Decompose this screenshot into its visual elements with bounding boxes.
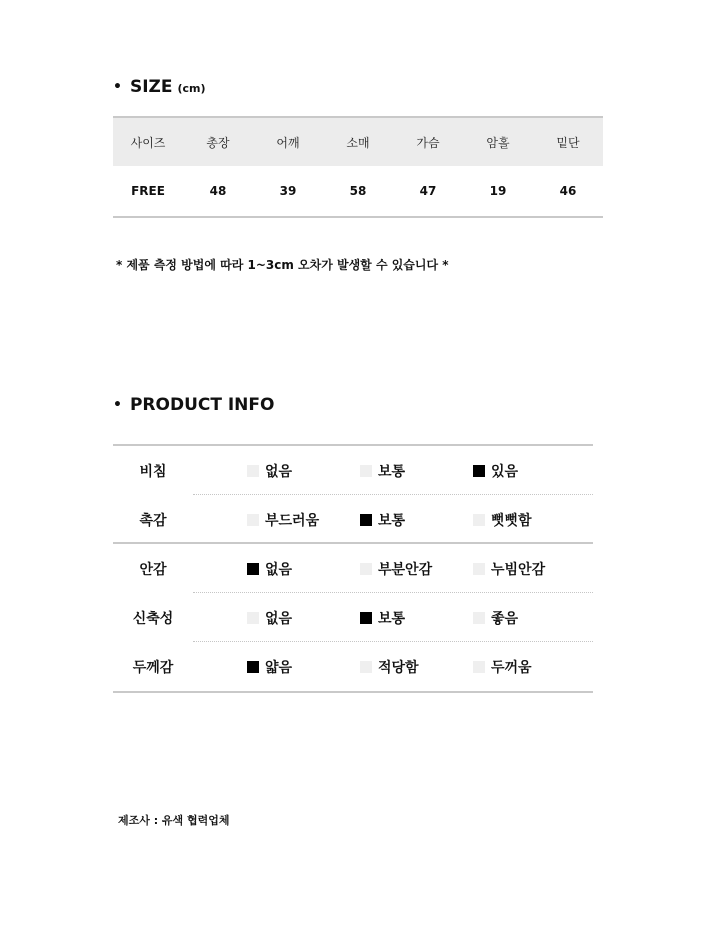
info-row-transparency [113, 446, 593, 495]
info-row-thickness [113, 642, 593, 691]
info-option [473, 608, 518, 628]
bullet-icon: • [113, 79, 122, 95]
checkbox-checked-icon [360, 612, 372, 624]
info-label: 두께감 [132, 659, 174, 676]
size-header-cell: 가슴 [416, 135, 440, 150]
manufacturer-text: 제조사 : 유색 협력업체 [118, 814, 230, 827]
checkbox-icon [360, 661, 372, 673]
checkbox-icon [473, 514, 485, 526]
size-cell: 19 [489, 184, 507, 198]
bullet-icon: • [113, 397, 122, 413]
info-label: 신축성 [132, 610, 174, 627]
info-option [473, 657, 532, 677]
product-info-title: PRODUCT INFO [129, 395, 275, 415]
size-cell: 48 [209, 184, 227, 198]
info-option [360, 657, 419, 677]
option-label: 보통 [378, 610, 406, 627]
option-label: 좋음 [491, 610, 519, 627]
size-cell: 58 [349, 184, 367, 198]
checkbox-checked-icon [247, 661, 259, 673]
size-header-cell: 사이즈 [130, 135, 166, 150]
checkbox-icon [473, 612, 485, 624]
size-header-cell: 소매 [346, 135, 370, 150]
option-label: 없음 [265, 561, 293, 578]
info-option [247, 461, 292, 481]
checkbox-icon [247, 465, 259, 477]
size-header-cell: 암홀 [486, 135, 510, 150]
info-option [473, 510, 532, 530]
size-header-cell: 어깨 [276, 135, 300, 150]
option-label: 보통 [378, 463, 406, 480]
table-row [113, 166, 603, 218]
option-label: 보통 [378, 512, 406, 529]
size-cell: 47 [419, 184, 437, 198]
info-option [247, 559, 292, 579]
size-header-cell: 총장 [206, 135, 230, 150]
checkbox-icon [360, 563, 372, 575]
info-option [360, 559, 432, 579]
info-label: 촉감 [139, 512, 167, 529]
info-row-lining [113, 544, 593, 593]
info-option [473, 559, 545, 579]
info-option [247, 608, 292, 628]
info-option [360, 461, 405, 481]
size-cell: 46 [559, 184, 577, 198]
product-info-table [113, 444, 593, 693]
size-table-header [113, 116, 603, 166]
info-row-stretch [113, 593, 593, 642]
option-label: 부드러움 [265, 512, 320, 529]
option-label: 두꺼움 [491, 659, 532, 676]
product-info-heading [113, 395, 274, 415]
size-header-cell: 밑단 [556, 135, 580, 150]
checkbox-checked-icon [247, 563, 259, 575]
info-label: 안감 [139, 561, 167, 578]
info-option [247, 510, 319, 530]
size-cell: 39 [279, 184, 297, 198]
option-label: 없음 [265, 463, 293, 480]
info-option [360, 608, 405, 628]
option-label: 얇음 [265, 659, 293, 676]
info-option [360, 510, 405, 530]
checkbox-icon [247, 514, 259, 526]
option-label: 있음 [491, 463, 519, 480]
size-heading [113, 77, 206, 97]
info-label: 비침 [139, 463, 167, 480]
size-cell: FREE [131, 184, 165, 198]
size-unit: (cm) [177, 82, 206, 95]
info-option [247, 657, 292, 677]
checkbox-icon [360, 465, 372, 477]
size-table [113, 116, 603, 218]
measurement-note: * 제품 측정 방법에 따라 1~3cm 오차가 발생할 수 있습니다 * [116, 258, 449, 272]
option-label: 누빔안감 [491, 561, 546, 578]
checkbox-checked-icon [360, 514, 372, 526]
option-label: 적당함 [378, 659, 419, 676]
checkbox-icon [473, 661, 485, 673]
info-option [473, 461, 518, 481]
option-label: 없음 [265, 610, 293, 627]
option-label: 부분안감 [378, 561, 433, 578]
checkbox-icon [247, 612, 259, 624]
option-label: 뻣뻣함 [491, 512, 532, 529]
checkbox-icon [473, 563, 485, 575]
info-row-touch [113, 495, 593, 544]
checkbox-checked-icon [473, 465, 485, 477]
size-title: SIZE [129, 77, 173, 97]
